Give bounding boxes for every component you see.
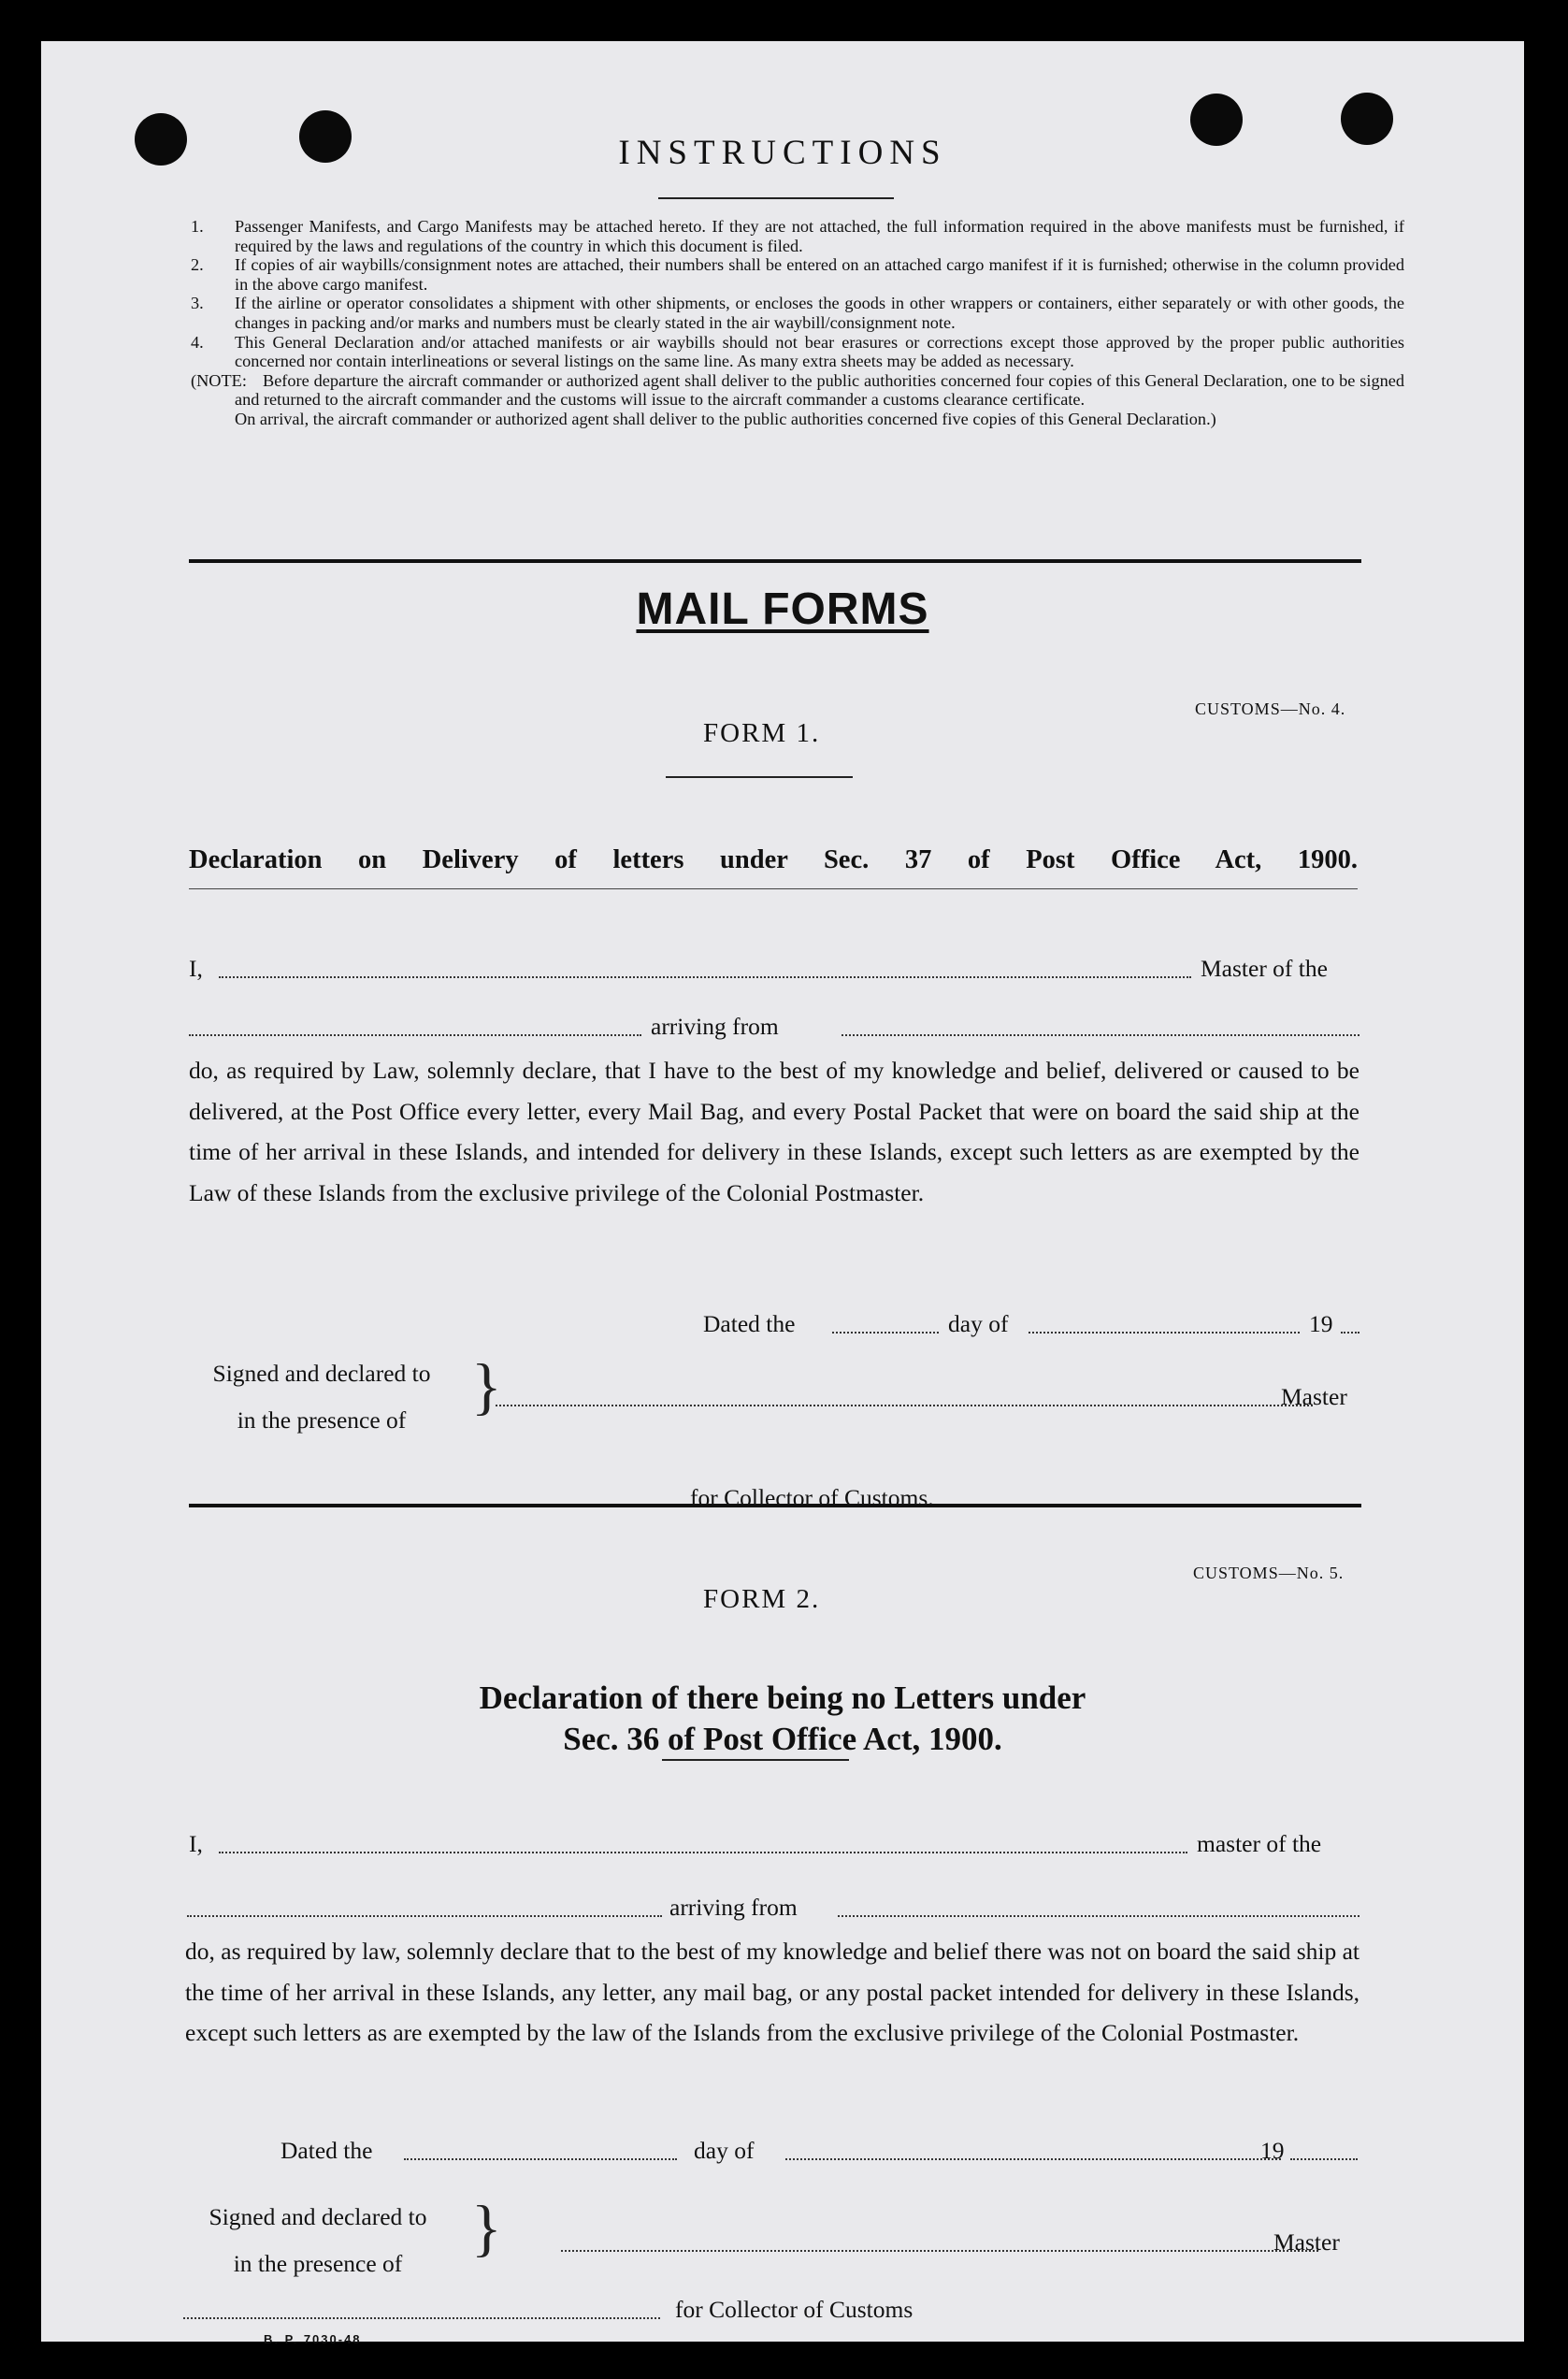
instructions-heading: INSTRUCTIONS <box>618 134 947 172</box>
form1-ship-name-field[interactable] <box>189 1034 641 1036</box>
instruction-item: 1. Passenger Manifests, and Cargo Manifests may be attached hereto. If they are not attached, the full information required in the above manifests must be furnished, if required by the laws and regulations of the country in which this document is filed. <box>191 217 1404 255</box>
mail-forms-title: MAIL FORMS <box>636 584 929 634</box>
form2-brace: } <box>471 2192 502 2263</box>
form2-dated-the: Dated the <box>281 2137 373 2164</box>
form1-signed-label: Signed and declared to in the presence of <box>212 1360 431 1434</box>
instruction-note-arrival: On arrival, the aircraft commander or authorized agent shall deliver to the public authorities concerned five copies of this General Declaration.) <box>235 409 1216 428</box>
form2-master-of-the: master of the <box>1197 1830 1322 1857</box>
form2-master-label: Master <box>1273 2228 1340 2256</box>
form1-brace: } <box>471 1350 502 1421</box>
form2-arriving-from-field[interactable] <box>838 1915 1359 1917</box>
form1-master-of-the: Master of the <box>1201 955 1328 982</box>
form1-arriving-from: arriving from <box>651 1013 779 1040</box>
form2-year-field[interactable] <box>1290 2158 1358 2160</box>
instruction-item: 2. If copies of air waybills/consignment notes are attached, their numbers shall be entered on an attached cargo manifest if it is furnished; otherwise in the column provided in the above cargo manifest. <box>191 255 1404 294</box>
form1-customs-number: CUSTOMS—No. 4. <box>1195 699 1346 718</box>
form1-label-rule <box>666 776 853 778</box>
form1-name-field[interactable] <box>219 976 1191 978</box>
form2-customs-number: CUSTOMS—No. 5. <box>1193 1564 1345 1582</box>
instruction-item: 3. If the airline or operator consolidates a shipment with other shipments, or encloses the goods in other wrappers or containers, either separately or with other goods, the changes in packing and/or marks and numbers must be clearly stated in the air waybill/consignment note. <box>191 294 1404 332</box>
form1-arriving-from-field[interactable] <box>842 1034 1359 1036</box>
form1-title-rule <box>189 888 1358 889</box>
form2-collector-signature-field[interactable] <box>183 2317 660 2319</box>
form1-day-field[interactable] <box>832 1332 939 1334</box>
form1-declaration-body: do, as required by Law, solemnly declare, that I have to the best of my knowledge and belief, delivered or caused to be delivered, at the Post Office every letter, every Mail Bag, and every Postal Packet that were on board the said ship at the time of her arrival in these Islands, and intended for delivery in these Islands, except such letters as are exempted by the Law of these Islands from the exclusive privilege of the Colonial Postmaster. <box>189 1057 1359 1207</box>
form2-declaration-title: Declaration of there being no Letters under Sec. 36 of Post Office Act, 1900. <box>479 1680 1086 1757</box>
form2-signed-label: Signed and declared to in the presence of <box>209 2203 427 2277</box>
form1-for-collector: for Collector of Customs. <box>690 1484 934 1511</box>
form1-label: FORM 1. <box>703 718 821 748</box>
instruction-note: (NOTE: Before departure the aircraft commander or authorized agent shall deliver to the public authorities concerned four copies of this General Declaration, one to be signed and returned to the aircraft commander and the customs will issue to the aircraft commander a customs clearance certificate. On arrival, the aircraft commander or authorized agent shall deliver to the public authorities concerned five copies of this General Declaration.) <box>191 370 1404 428</box>
form2-year-prefix: 19 <box>1260 2137 1285 2164</box>
form1-year-field[interactable] <box>1341 1332 1359 1334</box>
instructions-list <box>191 217 1404 429</box>
form1-year-prefix: 19 <box>1309 1310 1333 1337</box>
instruction-item: 4. This General Declaration and/or attached manifests or air waybills should not bear erasures or corrections except those approved by the proper public authorities concerned nor contain interlineations or several listings on the same line. As many extra sheets may be added as necessary. <box>191 332 1404 371</box>
form1-month-field[interactable] <box>1029 1332 1300 1334</box>
form2-month-field[interactable] <box>785 2158 1281 2160</box>
form2-ship-name-field[interactable] <box>187 1915 662 1917</box>
form2-name-field[interactable] <box>219 1852 1187 1853</box>
form2-day-field[interactable] <box>404 2158 677 2160</box>
footer-code: B. P. 7030-48 <box>264 2332 362 2346</box>
form1-i-label: I, <box>189 955 203 982</box>
form1-dated-the: Dated the <box>703 1310 796 1337</box>
form2-declaration-body: do, as required by law, solemnly declare that to the best of my knowledge and belief there was not on board the said ship at the time of her arrival in these Islands, any letter, any mail bag, or any postal packet intended for delivery in these Islands, except such letters as are exempted by the law of the Islands from the exclusive privilege of the Colonial Postmaster. <box>185 1938 1359 2047</box>
form1-declaration-title: Declaration on Delivery of letters under Sec. 37 of Post Office Act, 1900. <box>189 845 1358 874</box>
form2-title-rule <box>662 1759 849 1761</box>
form2-arriving-from: arriving from <box>669 1894 798 1921</box>
form1-day-of: day of <box>948 1310 1009 1337</box>
form2-master-signature-field[interactable] <box>561 2250 1318 2252</box>
form2-label: FORM 2. <box>703 1584 821 1614</box>
section-divider-middle <box>189 1504 1361 1507</box>
instructions-divider <box>658 197 894 199</box>
section-divider-top <box>189 559 1361 563</box>
form1-master-signature-field[interactable] <box>496 1405 1313 1406</box>
form2-i-label: I, <box>189 1830 203 1857</box>
form2-day-of: day of <box>694 2137 755 2164</box>
document-page <box>41 41 1524 2346</box>
form1-master-label: Master <box>1281 1383 1347 1410</box>
form2-for-collector: for Collector of Customs <box>675 2296 913 2323</box>
